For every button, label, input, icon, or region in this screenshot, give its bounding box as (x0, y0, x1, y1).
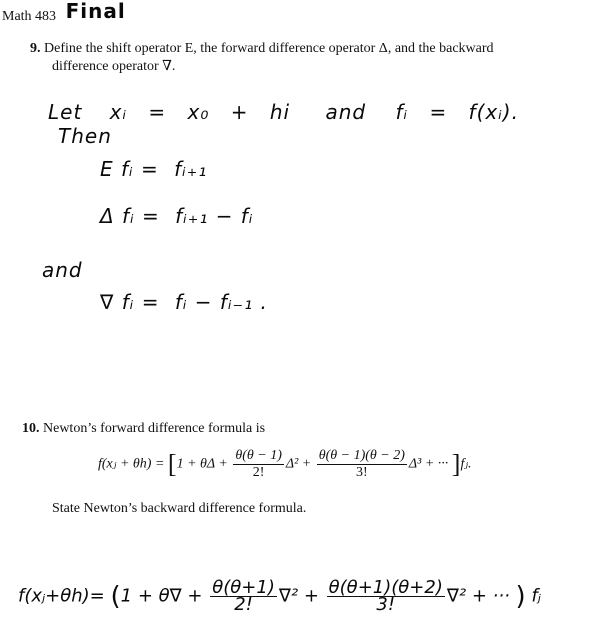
answer-fraction-1-numerator: θ(θ+1) (212, 577, 275, 598)
question-10-prompt (22, 420, 265, 438)
fraction-1-numerator: θ(θ − 1) (235, 448, 282, 463)
answer-term1: 1 + θ∇ + (120, 585, 203, 607)
backward-difference-formula-answer (18, 577, 541, 615)
answer-term2: ∇² + (278, 585, 319, 607)
backward-rhs: fᵢ − fᵢ₋₁ . (174, 290, 268, 314)
shift-lhs: E fᵢ = (100, 157, 159, 181)
formula-tail: fⱼ. (460, 456, 472, 472)
backward-lhs: ∇ fᵢ = (100, 290, 160, 314)
xi-definition: xᵢ = x₀ + hi (109, 100, 291, 124)
q9-answer-intro (48, 100, 600, 148)
formula-term2: Δ² + (285, 456, 312, 472)
fraction-2-numerator: θ(θ − 1)(θ − 2) (318, 448, 405, 463)
fraction-1 (233, 448, 284, 481)
formula-lhs: f(xⱼ + θh) = (98, 456, 165, 472)
word-let: Let (48, 100, 83, 124)
answer-fraction-2 (327, 577, 445, 615)
fraction-2 (317, 448, 407, 481)
word-then: Then (58, 124, 112, 148)
forward-operator-definition (100, 204, 253, 228)
fraction-2-denominator: 3! (355, 465, 368, 480)
course-title: Math 483 (2, 9, 57, 24)
question-text-line1: Newton’s forward difference formula is (43, 421, 266, 436)
question-number: 10. (22, 421, 40, 436)
question-number: 9. (30, 41, 41, 56)
answer-fraction-2-numerator: θ(θ+1)(θ+2) (328, 577, 443, 598)
formula-term1: 1 + θΔ + (176, 456, 228, 472)
forward-difference-formula (98, 448, 472, 481)
and-word: and (42, 258, 83, 282)
word-and: and (325, 100, 367, 124)
close-bracket: ] (451, 449, 461, 479)
answer-lhs: f(xⱼ+θh)= (18, 585, 105, 607)
question-10-prompt-line2: State Newton’s backward difference formula. (52, 501, 307, 516)
question-text-line1: Define the shift operator E, the forward difference operator Δ, and the backward (44, 41, 494, 56)
backward-operator-definition (100, 290, 268, 314)
course-header (2, 0, 126, 26)
answer-fraction-2-denominator: 3! (376, 594, 396, 615)
open-bracket: [ (167, 449, 177, 479)
shift-operator-definition (100, 157, 207, 181)
forward-lhs: Δ fᵢ = (100, 204, 160, 228)
formula-term3: Δ³ + ··· (408, 456, 449, 472)
fi-definition: fᵢ = f(xᵢ). (395, 100, 519, 124)
answer-tail: fⱼ (531, 585, 541, 607)
forward-rhs: fᵢ₊₁ − fᵢ (175, 204, 254, 228)
close-paren: ) (515, 581, 526, 612)
question-9-prompt (30, 40, 595, 58)
answer-fraction-1-denominator: 2! (234, 594, 253, 615)
handwritten-final-label: Final (65, 0, 126, 23)
answer-fraction-1 (210, 577, 277, 615)
question-9-prompt-line2: difference operator ∇. (52, 59, 176, 74)
answer-term3: ∇² + ··· (446, 585, 510, 607)
shift-rhs: fᵢ₊₁ (174, 157, 208, 181)
fraction-1-denominator: 2! (252, 465, 265, 480)
open-paren: ( (110, 581, 121, 612)
